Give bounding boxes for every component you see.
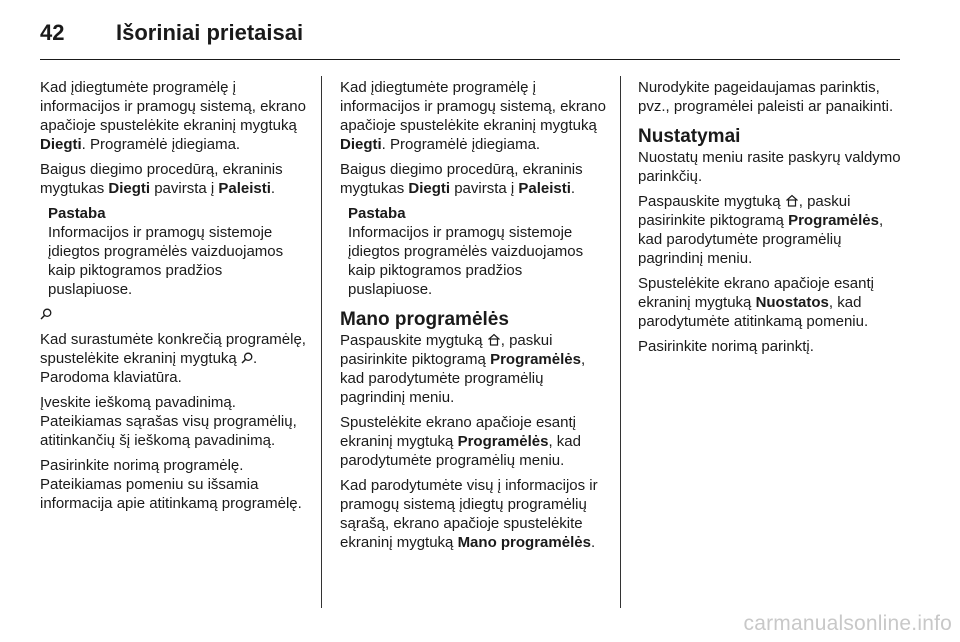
paragraph: Nuostatų meniu rasite paskyrų valdymo parinkčių. bbox=[638, 149, 901, 185]
paragraph: Kad parodytumėte visų į informacijos ir pramogų sistemą įdiegtų programėlių sąrašą, ekrano apačioje spustelėkite ekraninį mygtuką Mano programėlės. bbox=[340, 477, 598, 551]
note bbox=[348, 204, 608, 299]
paragraph: Baigus diegimo procedūrą, ekraninis mygtukas Diegti pavirsta į Paleisti. bbox=[40, 161, 283, 197]
paragraph: Kad įdiegtumėte programėlę į informacijos ir pramogų sistemą, ekrano apačioje spustelėkite ekraninį mygtuką Diegti. Programėlė įdiegiama. bbox=[40, 79, 306, 153]
section-heading-nustatymai: Nustatymai bbox=[638, 126, 741, 147]
chapter-title: Išoriniai prietaisai bbox=[116, 20, 304, 45]
paragraph: Kad surastumėte konkrečią programėlę, spustelėkite ekraninį mygtuką . Parodoma klaviatūra. bbox=[40, 331, 306, 386]
search-icon bbox=[241, 352, 253, 364]
paragraph: Baigus diegimo procedūrą, ekraninis mygtukas Diegti pavirsta į Paleisti. bbox=[340, 161, 583, 197]
search-symbol-line bbox=[40, 305, 308, 324]
note-text: Informacijos ir pramogų sistemoje įdiegtos programėlės vaizduojamos kaip piktogramos pradžios puslapiuose. bbox=[348, 224, 584, 298]
note bbox=[48, 204, 308, 299]
watermark: carmanualsonline.info bbox=[743, 612, 952, 635]
paragraph: Nurodykite pageidaujamas parinktis, pvz., programėlei paleisti ar panaikinti. bbox=[638, 79, 894, 115]
section-heading-mano-programeles: Mano programėlės bbox=[340, 309, 509, 330]
column-divider-2 bbox=[620, 76, 621, 608]
note-title: Pastaba bbox=[48, 205, 106, 222]
column-2 bbox=[340, 78, 608, 558]
page-header bbox=[40, 18, 900, 58]
page-number: 42 bbox=[40, 20, 65, 45]
column-divider-1 bbox=[321, 76, 322, 608]
paragraph: Spustelėkite ekrano apačioje esantį ekraninį mygtuką Nuostatos, kad parodytumėte atitinkamą pomeniu. bbox=[638, 275, 874, 330]
note-text: Informacijos ir pramogų sistemoje įdiegtos programėlės vaizduojamos kaip piktogramos pradžios puslapiuose. bbox=[48, 224, 284, 298]
paragraph: Paspauskite mygtuką , paskui pasirinkite piktogramą Programėlės, kad parodytumėte programėlių pagrindinį meniu. bbox=[340, 332, 586, 406]
paragraph: Pasirinkite norimą parinktį. bbox=[638, 338, 814, 355]
paragraph: Spustelėkite ekrano apačioje esantį ekraninį mygtuką Programėlės, kad parodytumėte programėlių meniu. bbox=[340, 414, 581, 469]
column-3 bbox=[638, 78, 904, 362]
header-rule bbox=[40, 59, 900, 60]
home-icon bbox=[785, 194, 799, 207]
note-title: Pastaba bbox=[348, 205, 406, 222]
paragraph: Kad įdiegtumėte programėlę į informacijos ir pramogų sistemą, ekrano apačioje spustelėkite ekraninį mygtuką Diegti. Programėlė įdiegiama. bbox=[340, 79, 606, 153]
paragraph: Įveskite ieškomą pavadinimą. Pateikiamas sąrašas visų programėlių, atitinkančių šį ieškomą pavadinimą. bbox=[40, 394, 297, 449]
paragraph: Paspauskite mygtuką , paskui pasirinkite piktogramą Programėlės, kad parodytumėte programėlių pagrindinį meniu. bbox=[638, 193, 884, 267]
search-icon bbox=[40, 308, 52, 320]
paragraph: Pasirinkite norimą programėlę. Pateikiamas pomeniu su išsamia informacija apie atitinkamą programėlę. bbox=[40, 457, 302, 512]
column-1 bbox=[40, 78, 308, 519]
home-icon bbox=[487, 333, 501, 346]
